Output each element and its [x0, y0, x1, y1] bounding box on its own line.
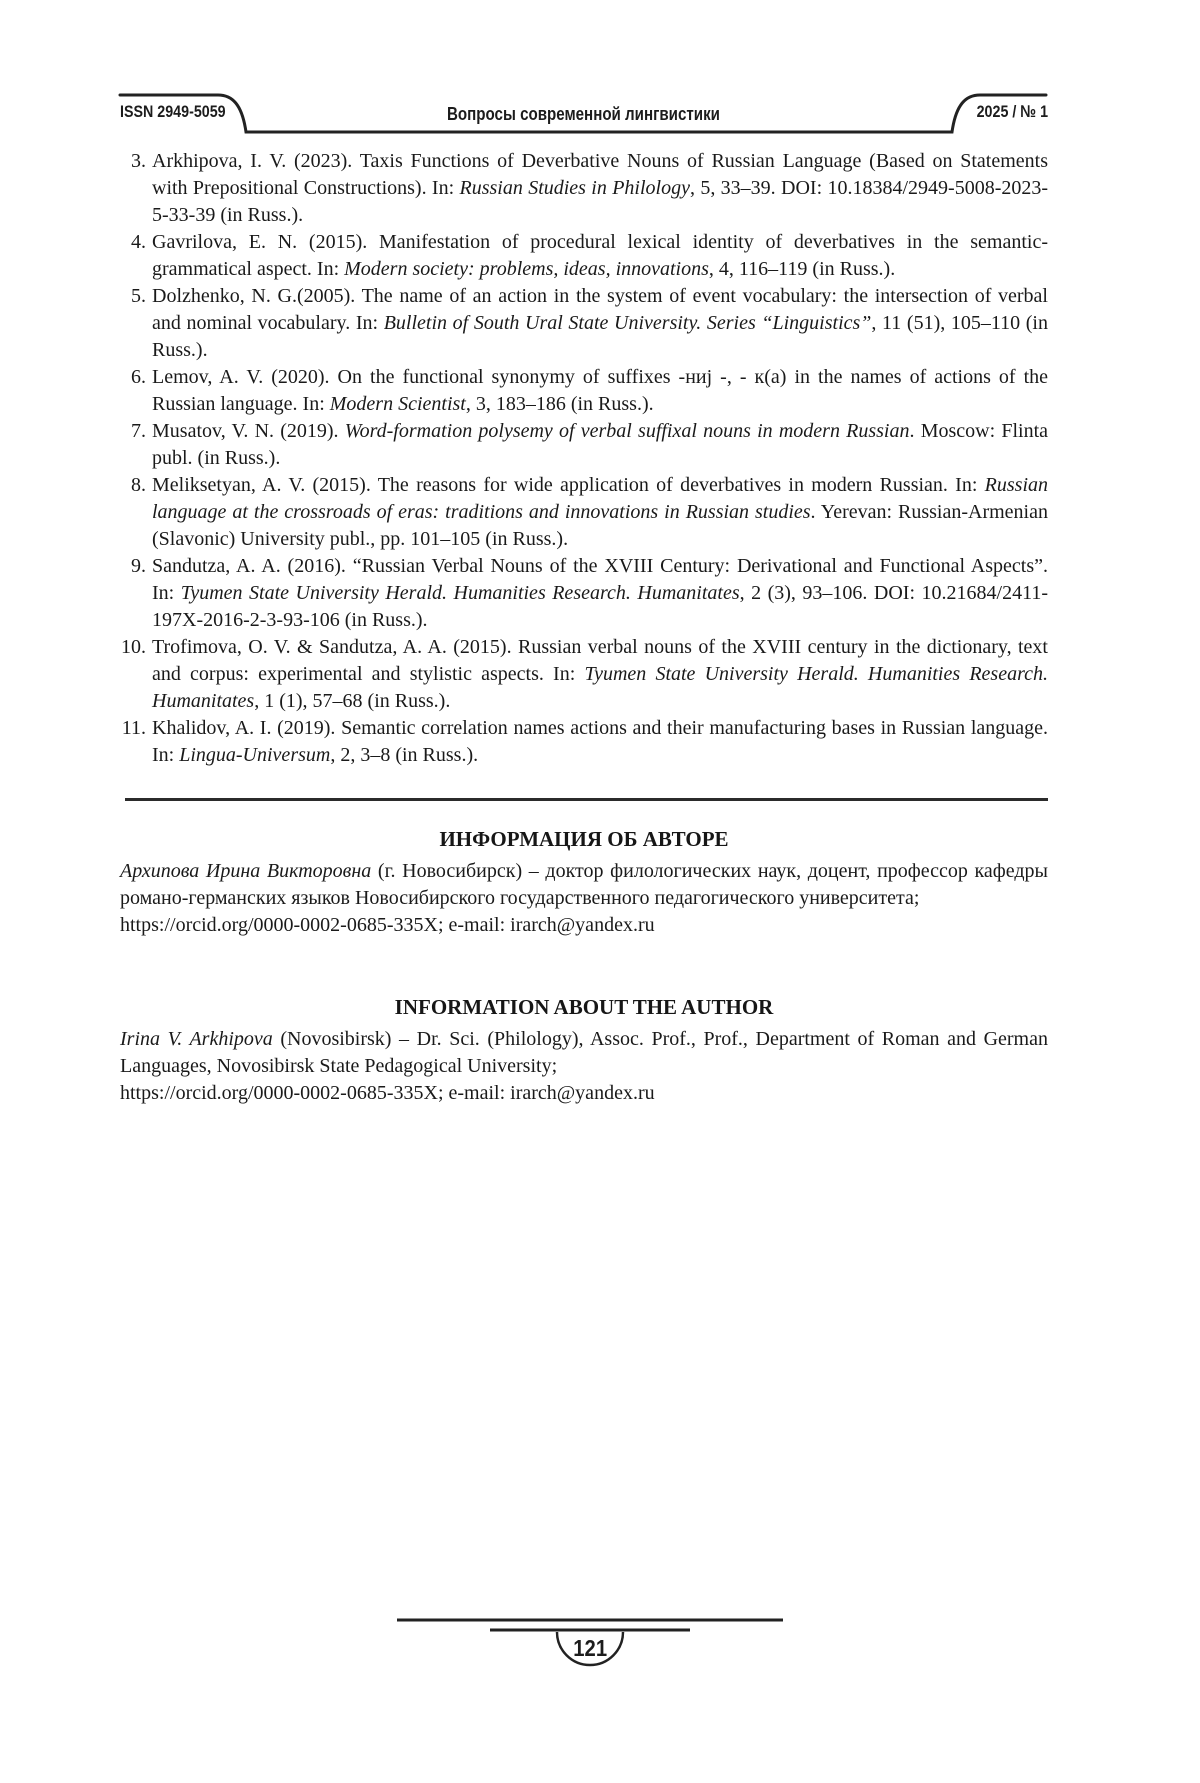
reference-text: Arkhipova, I. V. (2023). Taxis Functions of Deverbative Nouns of Russian Language (Based on Statements with Prepositional Constructions). In: Russian Studies in Philology, 5, 33–39. DOI: 10.18384/2949-5008-2023-5-33-39 (in Russ.). — [152, 150, 1049, 226]
reference-number: 11. — [121, 717, 146, 739]
journal-title-text: Вопросы современной лингвистики — [446, 104, 720, 124]
page-number — [350, 1635, 830, 1662]
page-number-text: 121 — [573, 1635, 607, 1661]
reference-text: Gavrilova, E. N. (2015). Manifestation of procedural lexical identity of deverbatives in the semantic-grammatical aspect. In: Modern society: problems, ideas, innovations, 4, 116–119 (in Russ.). — [152, 231, 1048, 280]
reference-number: 5. — [131, 285, 146, 307]
section-divider — [125, 798, 1048, 801]
reference-number: 3. — [131, 150, 146, 172]
reference-item — [120, 553, 1048, 634]
author-info-ru-contact: https://orcid.org/0000-0002-0685-335X; e-mail: irarch@yandex.ru — [120, 914, 655, 936]
issue-label: 2025 / № 1 — [976, 102, 1048, 121]
author-info-en-section — [120, 1026, 1048, 1107]
reference-item — [120, 634, 1048, 715]
journal-title — [118, 104, 1048, 125]
references-list — [120, 148, 1048, 769]
reference-item — [120, 364, 1048, 418]
reference-text: Meliksetyan, A. V. (2015). The reasons for wide application of deverbatives in modern Russian. In: Russian language at the crossroads of eras: traditions and innovations in Russian studies. Yerevan: Russian-Armenian (Slavonic) University publ., pp. 101–105 (in Russ.). — [152, 474, 1048, 550]
author-info-ru-heading: ИНФОРМАЦИЯ ОБ АВТОРЕ — [439, 827, 729, 851]
author-info-ru-text: Архипова Ирина Викторовна (г. Новосибирск) – доктор филологических наук, доцент, профессор кафедры романо-германских языков Новосибирского государственного педагогического университета; — [120, 860, 1048, 909]
reference-text: Sandutza, A. A. (2016). “Russian Verbal Nouns of the XVIII Century: Derivational and Functional Aspects”. In: Tyumen State University Herald. Humanities Research. Humanitates, 2 (3), 93–106. DOI: 10.21684/2411-197X-2016-2-3-93-106 (in Russ.). — [152, 555, 1048, 631]
reference-number: 6. — [131, 366, 146, 388]
author-info-en-text: Irina V. Arkhipova (Novosibirsk) – Dr. Sci. (Philology), Assoc. Prof., Prof., Department of Roman and German Languages, Novosibirsk State Pedagogical University; — [120, 1028, 1048, 1077]
reference-text: Khalidov, A. I. (2019). Semantic correlation names actions and their manufacturing bases in Russian language. In: Lingua-Universum, 2, 3–8 (in Russ.). — [152, 717, 1048, 766]
reference-text: Musatov, V. N. (2019). Word-formation polysemy of verbal suffixal nouns in modern Russian. Moscow: Flinta publ. (in Russ.). — [152, 420, 1049, 469]
reference-item — [120, 715, 1048, 769]
reference-item — [120, 472, 1048, 553]
reference-number: 7. — [131, 420, 146, 442]
author-info-en-heading: INFORMATION ABOUT THE AUTHOR — [394, 995, 774, 1019]
author-info-ru-section — [120, 858, 1048, 939]
reference-number: 4. — [131, 231, 146, 253]
reference-number: 8. — [131, 474, 146, 496]
reference-text: Lemov, A. V. (2020). On the functional synonymy of suffixes -ниј -, - к(а) in the names of actions of the Russian language. In: Modern Scientist, 3, 183–186 (in Russ.). — [152, 366, 1048, 415]
page-header — [118, 88, 1048, 140]
issn-label: ISSN 2949-5059 — [120, 102, 226, 121]
reference-item — [120, 418, 1048, 472]
reference-item — [120, 283, 1048, 364]
reference-item — [120, 148, 1048, 229]
reference-text: Trofimova, O. V. & Sandutza, A. A. (2015). Russian verbal nouns of the XVIII century in the dictionary, text and corpus: experimental and stylistic aspects. In: Tyumen State University Herald. Humanities Research. Humanitates, 1 (1), 57–68 (in Russ.). — [152, 636, 1048, 712]
reference-item — [120, 229, 1048, 283]
reference-text: Dolzhenko, N. G.(2005). The name of an action in the system of event vocabulary: the intersection of verbal and nominal vocabulary. In: Bulletin of South Ural State University. Series “Linguistics”, 11 (51), 105–110 (in Russ.). — [152, 285, 1048, 361]
author-info-en-contact: https://orcid.org/0000-0002-0685-335X; e-mail: irarch@yandex.ru — [120, 1082, 655, 1104]
reference-number: 9. — [131, 555, 146, 577]
reference-number: 10. — [121, 636, 146, 658]
page-footer — [350, 1612, 830, 1684]
